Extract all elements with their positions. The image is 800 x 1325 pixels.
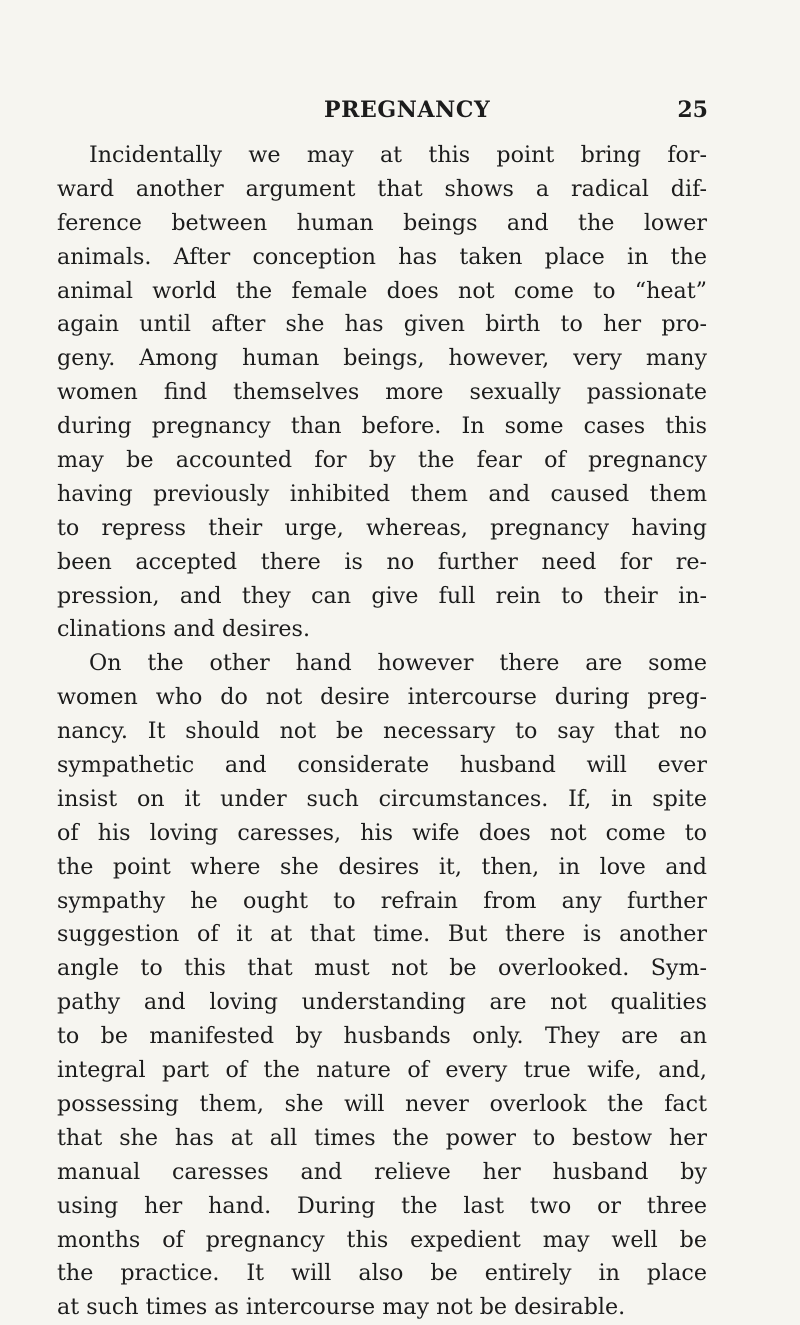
text-line: months of pregnancy this expedient may well be: [57, 1226, 707, 1253]
text-line: suggestion of it at that time. But there is another: [57, 921, 707, 948]
text-line: possessing them, she will never overlook the fact: [57, 1090, 707, 1117]
body-text: [57, 139, 707, 1325]
paragraph-1: [57, 139, 707, 647]
text-line: may be accounted for by the fear of pregnancy: [57, 447, 707, 474]
text-line: sympathy he ought to refrain from any further: [57, 887, 707, 914]
text-line: to repress their urge, whereas, pregnancy having: [57, 514, 707, 541]
text-line: manual caresses and relieve her husband by: [57, 1158, 707, 1185]
running-head: [0, 94, 800, 126]
text-line: women find themselves more sexually passionate: [57, 379, 707, 406]
text-line: having previously inhibited them and caused them: [57, 480, 707, 507]
text-line: again until after she has given birth to her pro-: [57, 311, 707, 338]
text-line: clinations and desires.: [57, 616, 311, 643]
text-line: to be manifested by husbands only. They are an: [57, 1023, 707, 1050]
text-line: during pregnancy than before. In some cases this: [57, 413, 707, 440]
text-line: women who do not desire intercourse during preg-: [57, 684, 707, 711]
text-line: the point where she desires it, then, in love and: [57, 853, 707, 880]
page-number: 25: [677, 97, 708, 123]
paragraph-2: [57, 647, 707, 1325]
text-line: ward another argument that shows a radical dif-: [57, 175, 707, 202]
running-title: PREGNANCY: [324, 97, 491, 123]
text-line: the practice. It will also be entirely in place: [57, 1260, 707, 1287]
text-line: sympathetic and considerate husband will ever: [57, 752, 707, 779]
text-line: angle to this that must not be overlooked. Sym-: [57, 955, 707, 982]
text-line: insist on it under such circumstances. If, in spite: [57, 785, 707, 812]
text-line: at such times as intercourse may not be desirable.: [57, 1294, 626, 1321]
text-line: geny. Among human beings, however, very many: [57, 345, 707, 372]
text-line: pression, and they can give full rein to their in-: [57, 582, 707, 609]
text-line: animals. After conception has taken place in the: [57, 243, 707, 270]
text-line: ference between human beings and the lower: [57, 209, 707, 236]
text-line: integral part of the nature of every true wife, and,: [57, 1057, 707, 1084]
text-line: using her hand. During the last two or three: [57, 1192, 707, 1219]
text-line: nancy. It should not be necessary to say that no: [57, 718, 707, 745]
text-line: animal world the female does not come to “heat”: [57, 277, 707, 304]
text-line: On the other hand however there are some: [89, 650, 707, 677]
text-line: that she has at all times the power to bestow her: [57, 1124, 707, 1151]
text-line: pathy and loving understanding are not qualities: [57, 989, 707, 1016]
text-line: of his loving caresses, his wife does not come to: [57, 819, 707, 846]
text-line: been accepted there is no further need for re-: [57, 548, 707, 575]
text-line: Incidentally we may at this point bring for-: [89, 142, 707, 168]
